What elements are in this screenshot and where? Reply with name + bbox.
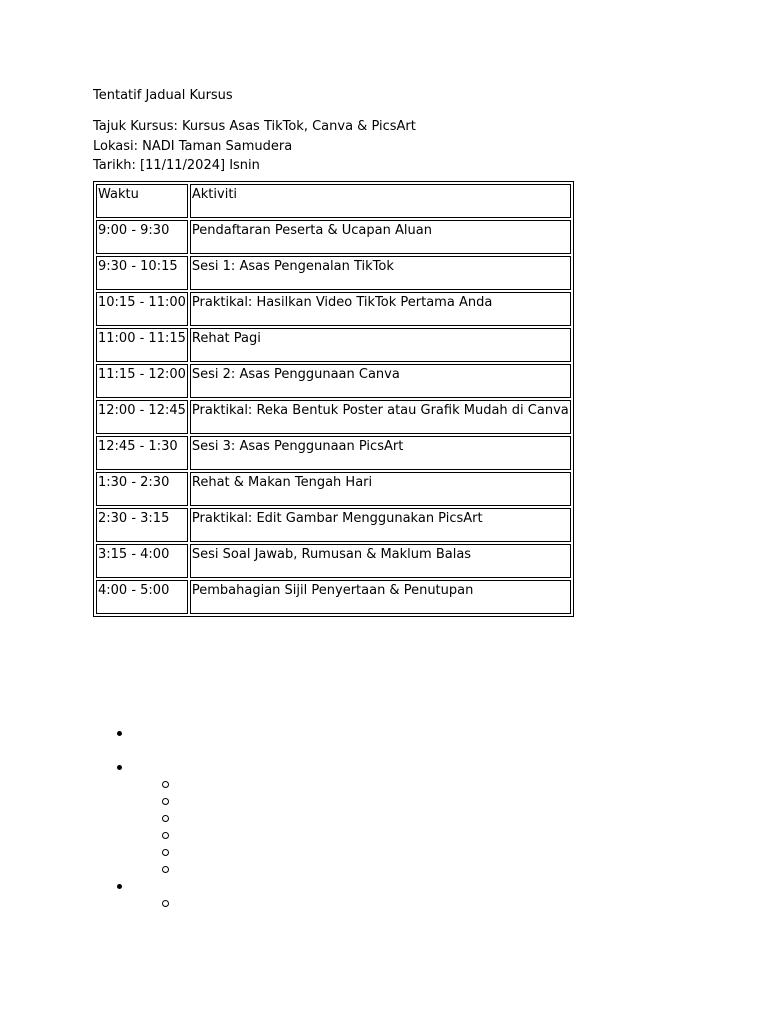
document-title: Tentatif Jadual Kursus (93, 88, 233, 103)
bullet-circle-icon (162, 798, 169, 805)
table-row (96, 256, 571, 290)
table-header-row (96, 184, 571, 218)
course-location-line: Lokasi: NADI Taman Samudera (93, 138, 293, 154)
list-item (93, 877, 493, 894)
table-row (96, 328, 571, 362)
bullet-circle-icon (162, 815, 169, 822)
list-item (93, 894, 493, 911)
table-row (96, 400, 571, 434)
activity-cell: Pembahagian Sijil Penyertaan & Penutupan (190, 580, 571, 614)
time-cell: 9:30 - 10:15 (96, 256, 188, 290)
list-item (93, 724, 493, 741)
list-item (93, 860, 493, 877)
bullet-disc-icon (117, 731, 122, 736)
list-item (93, 792, 493, 809)
table-row (96, 472, 571, 506)
table-row (96, 364, 571, 398)
table-row (96, 508, 571, 542)
course-date-line: Tarikh: [11/11/2024] Isnin (93, 158, 260, 173)
list-item (93, 843, 493, 860)
time-cell: 4:00 - 5:00 (96, 580, 188, 614)
table-row (96, 544, 571, 578)
activity-cell: Rehat Pagi (190, 328, 571, 362)
time-cell: 11:15 - 12:00 (96, 364, 188, 398)
bullet-circle-icon (162, 849, 169, 856)
time-cell: 3:15 - 4:00 (96, 544, 188, 578)
table-row (96, 292, 571, 326)
time-cell: 10:15 - 11:00 (96, 292, 188, 326)
activity-cell: Sesi 3: Asas Penggunaan PicsArt (190, 436, 571, 470)
empty-bullet-list (93, 724, 493, 911)
activity-cell: Praktikal: Edit Gambar Menggunakan PicsArt (190, 508, 571, 542)
schedule-body (96, 184, 571, 614)
activity-cell: Sesi 1: Asas Pengenalan TikTok (190, 256, 571, 290)
bullet-circle-icon (162, 832, 169, 839)
time-cell: 2:30 - 3:15 (96, 508, 188, 542)
table-row (96, 580, 571, 614)
time-cell: 12:00 - 12:45 (96, 400, 188, 434)
document-body (93, 88, 693, 617)
header-time: Waktu (96, 184, 188, 218)
time-cell: 11:00 - 11:15 (96, 328, 188, 362)
course-title-line: Tajuk Kursus: Kursus Asas TikTok, Canva & PicsArt (93, 119, 416, 134)
activity-cell: Rehat & Makan Tengah Hari (190, 472, 571, 506)
course-meta (93, 117, 693, 176)
time-cell: 9:00 - 9:30 (96, 220, 188, 254)
activity-cell: Praktikal: Reka Bentuk Poster atau Grafik Mudah di Canva (190, 400, 571, 434)
activity-cell: Pendaftaran Peserta & Ucapan Aluan (190, 220, 571, 254)
bullet-disc-icon (117, 884, 122, 889)
bullet-circle-icon (162, 900, 169, 907)
time-cell: 1:30 - 2:30 (96, 472, 188, 506)
header-activity: Aktiviti (190, 184, 571, 218)
activity-cell: Praktikal: Hasilkan Video TikTok Pertama Anda (190, 292, 571, 326)
time-cell: 12:45 - 1:30 (96, 436, 188, 470)
list-item (93, 775, 493, 792)
table-row (96, 220, 571, 254)
schedule-table (93, 181, 574, 617)
table-row (96, 436, 571, 470)
list-item (93, 826, 493, 843)
list-item (93, 809, 493, 826)
bullet-disc-icon (117, 765, 122, 770)
activity-cell: Sesi Soal Jawab, Rumusan & Maklum Balas (190, 544, 571, 578)
bullet-circle-icon (162, 866, 169, 873)
bullet-circle-icon (162, 781, 169, 788)
activity-cell: Sesi 2: Asas Penggunaan Canva (190, 364, 571, 398)
list-item (93, 758, 493, 775)
